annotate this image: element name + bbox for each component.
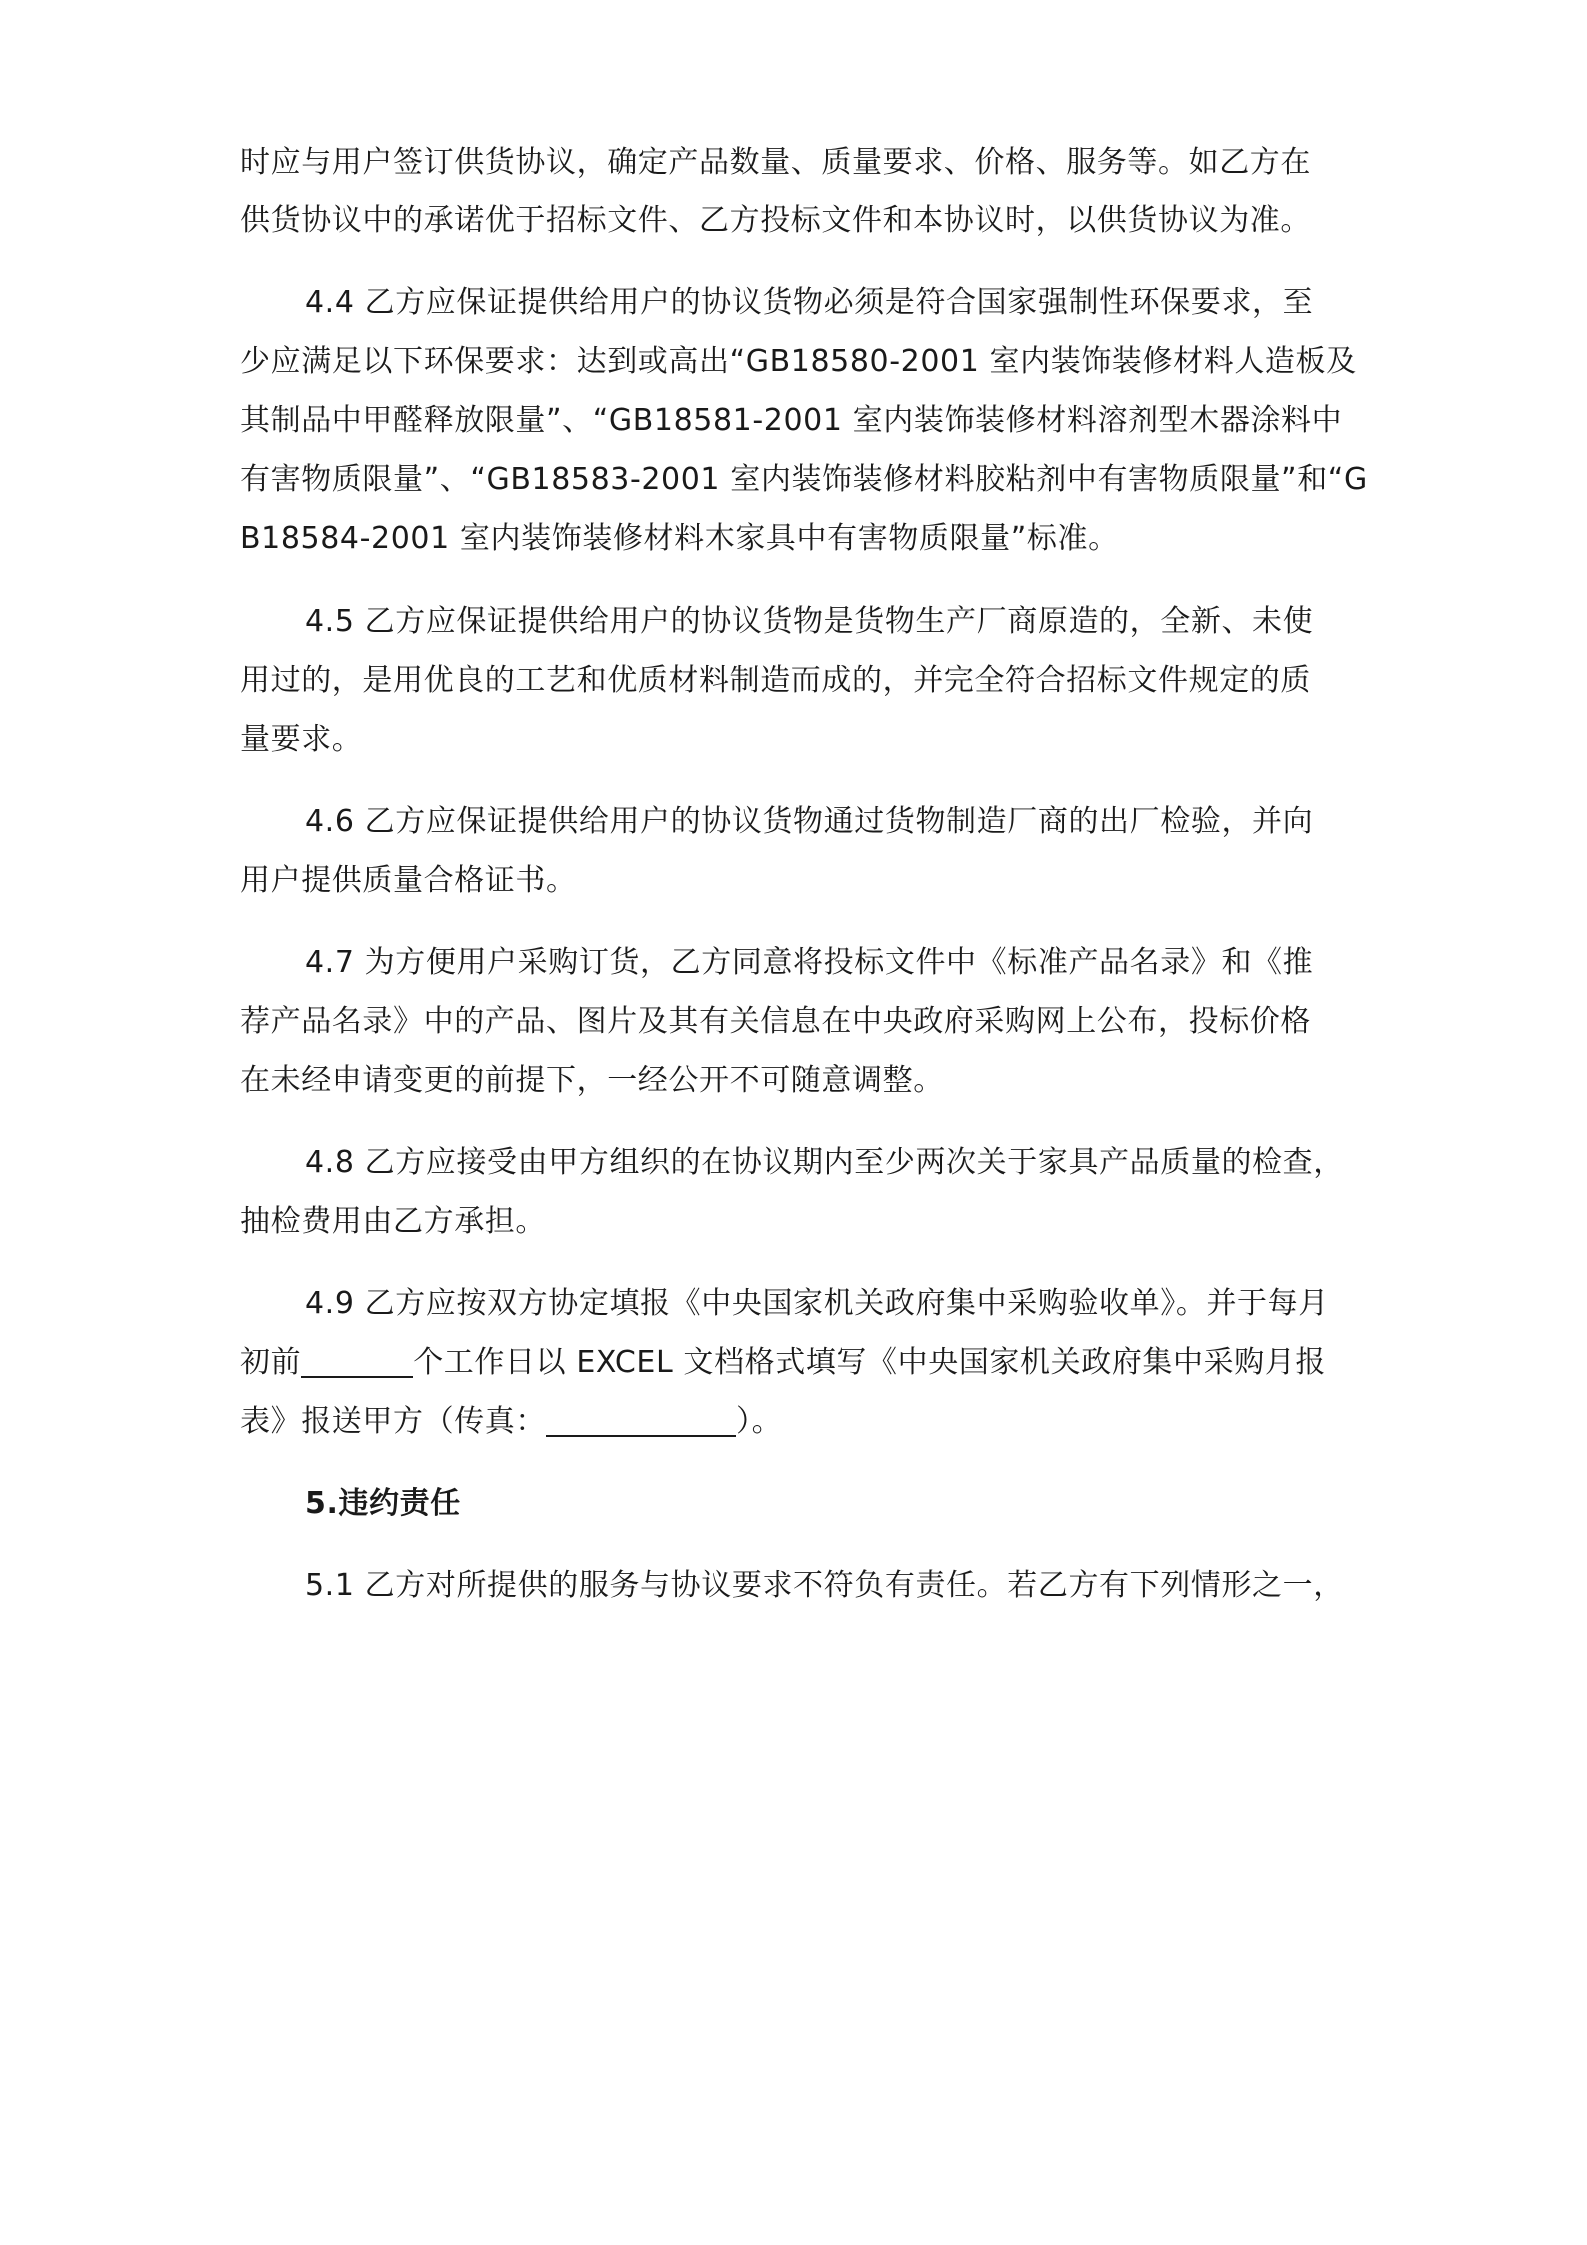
text-line: 有害物质限量”、“GB18583-2001 室内装饰装修材料胶粘剂中有害物质限量”和“G [240,462,1368,497]
text-line: 荐产品名录》中的产品、图片及其有关信息在中央政府采购网上公布，投标价格 [240,1004,1311,1039]
text-line: 用户提供质量合格证书。 [240,863,577,898]
clause-4-4: 4.4 乙方应保证提供给用户的协议货物必须是符合国家强制性环保要求，至 [305,285,1314,320]
text-line [240,1333,1360,1393]
text-line: 在未经申请变更的前提下，一经公开不可随意调整。 [240,1063,944,1098]
clause-4-5: 4.5 乙方应保证提供给用户的协议货物是货物生产厂商原造的，全新、未使 [305,604,1314,639]
text-line [240,1392,1360,1452]
section-heading-5: 5.违约责任 [305,1486,461,1521]
clause-4-8: 4.8 乙方应接受由甲方组织的在协议期内至少两次关于家具产品质量的检查， [305,1145,1344,1180]
text-line: 抽检费用由乙方承担。 [240,1204,546,1239]
clause-4-9: 4.9 乙方应按双方协定填报《中央国家机关政府集中采购验收单》。并于每月 [305,1286,1329,1321]
text-line: 其制品中甲醛释放限量”、“GB18581-2001 室内装饰装修材料溶剂型木器涂料中 [240,403,1343,438]
text-line: 时应与用户签订供货协议，确定产品数量、质量要求、价格、服务等。如乙方在 [240,145,1311,180]
fill-in-blank-fax[interactable] [546,1401,736,1437]
fill-in-blank-workdays[interactable] [301,1342,413,1378]
text-line: 少应满足以下环保要求：达到或高出“GB18580-2001 室内装饰装修材料人造板及 [240,344,1357,379]
text-segment: 表》报送甲方（传真： [240,1404,546,1439]
text-line: 用过的，是用优良的工艺和优质材料制造而成的，并完全符合招标文件规定的质 [240,663,1311,698]
text-segment: 个工作日以 EXCEL 文档格式填写《中央国家机关政府集中采购月报 [413,1345,1327,1380]
clause-4-7: 4.7 为方便用户采购订货，乙方同意将投标文件中《标准产品名录》和《推 [305,945,1314,980]
clause-5-1: 5.1 乙方对所提供的服务与协议要求不符负有责任。若乙方有下列情形之一， [305,1568,1344,1603]
clause-4-6: 4.6 乙方应保证提供给用户的协议货物通过货物制造厂商的出厂检验，并向 [305,804,1314,839]
text-line: 供货协议中的承诺优于招标文件、乙方投标文件和本协议时，以供货协议为准。 [240,203,1311,238]
text-segment: 初前 [240,1345,302,1380]
text-segment: ）。 [736,1404,783,1439]
text-line: B18584-2001 室内装饰装修材料木家具中有害物质限量”标准。 [240,521,1119,556]
text-line: 量要求。 [240,722,363,757]
